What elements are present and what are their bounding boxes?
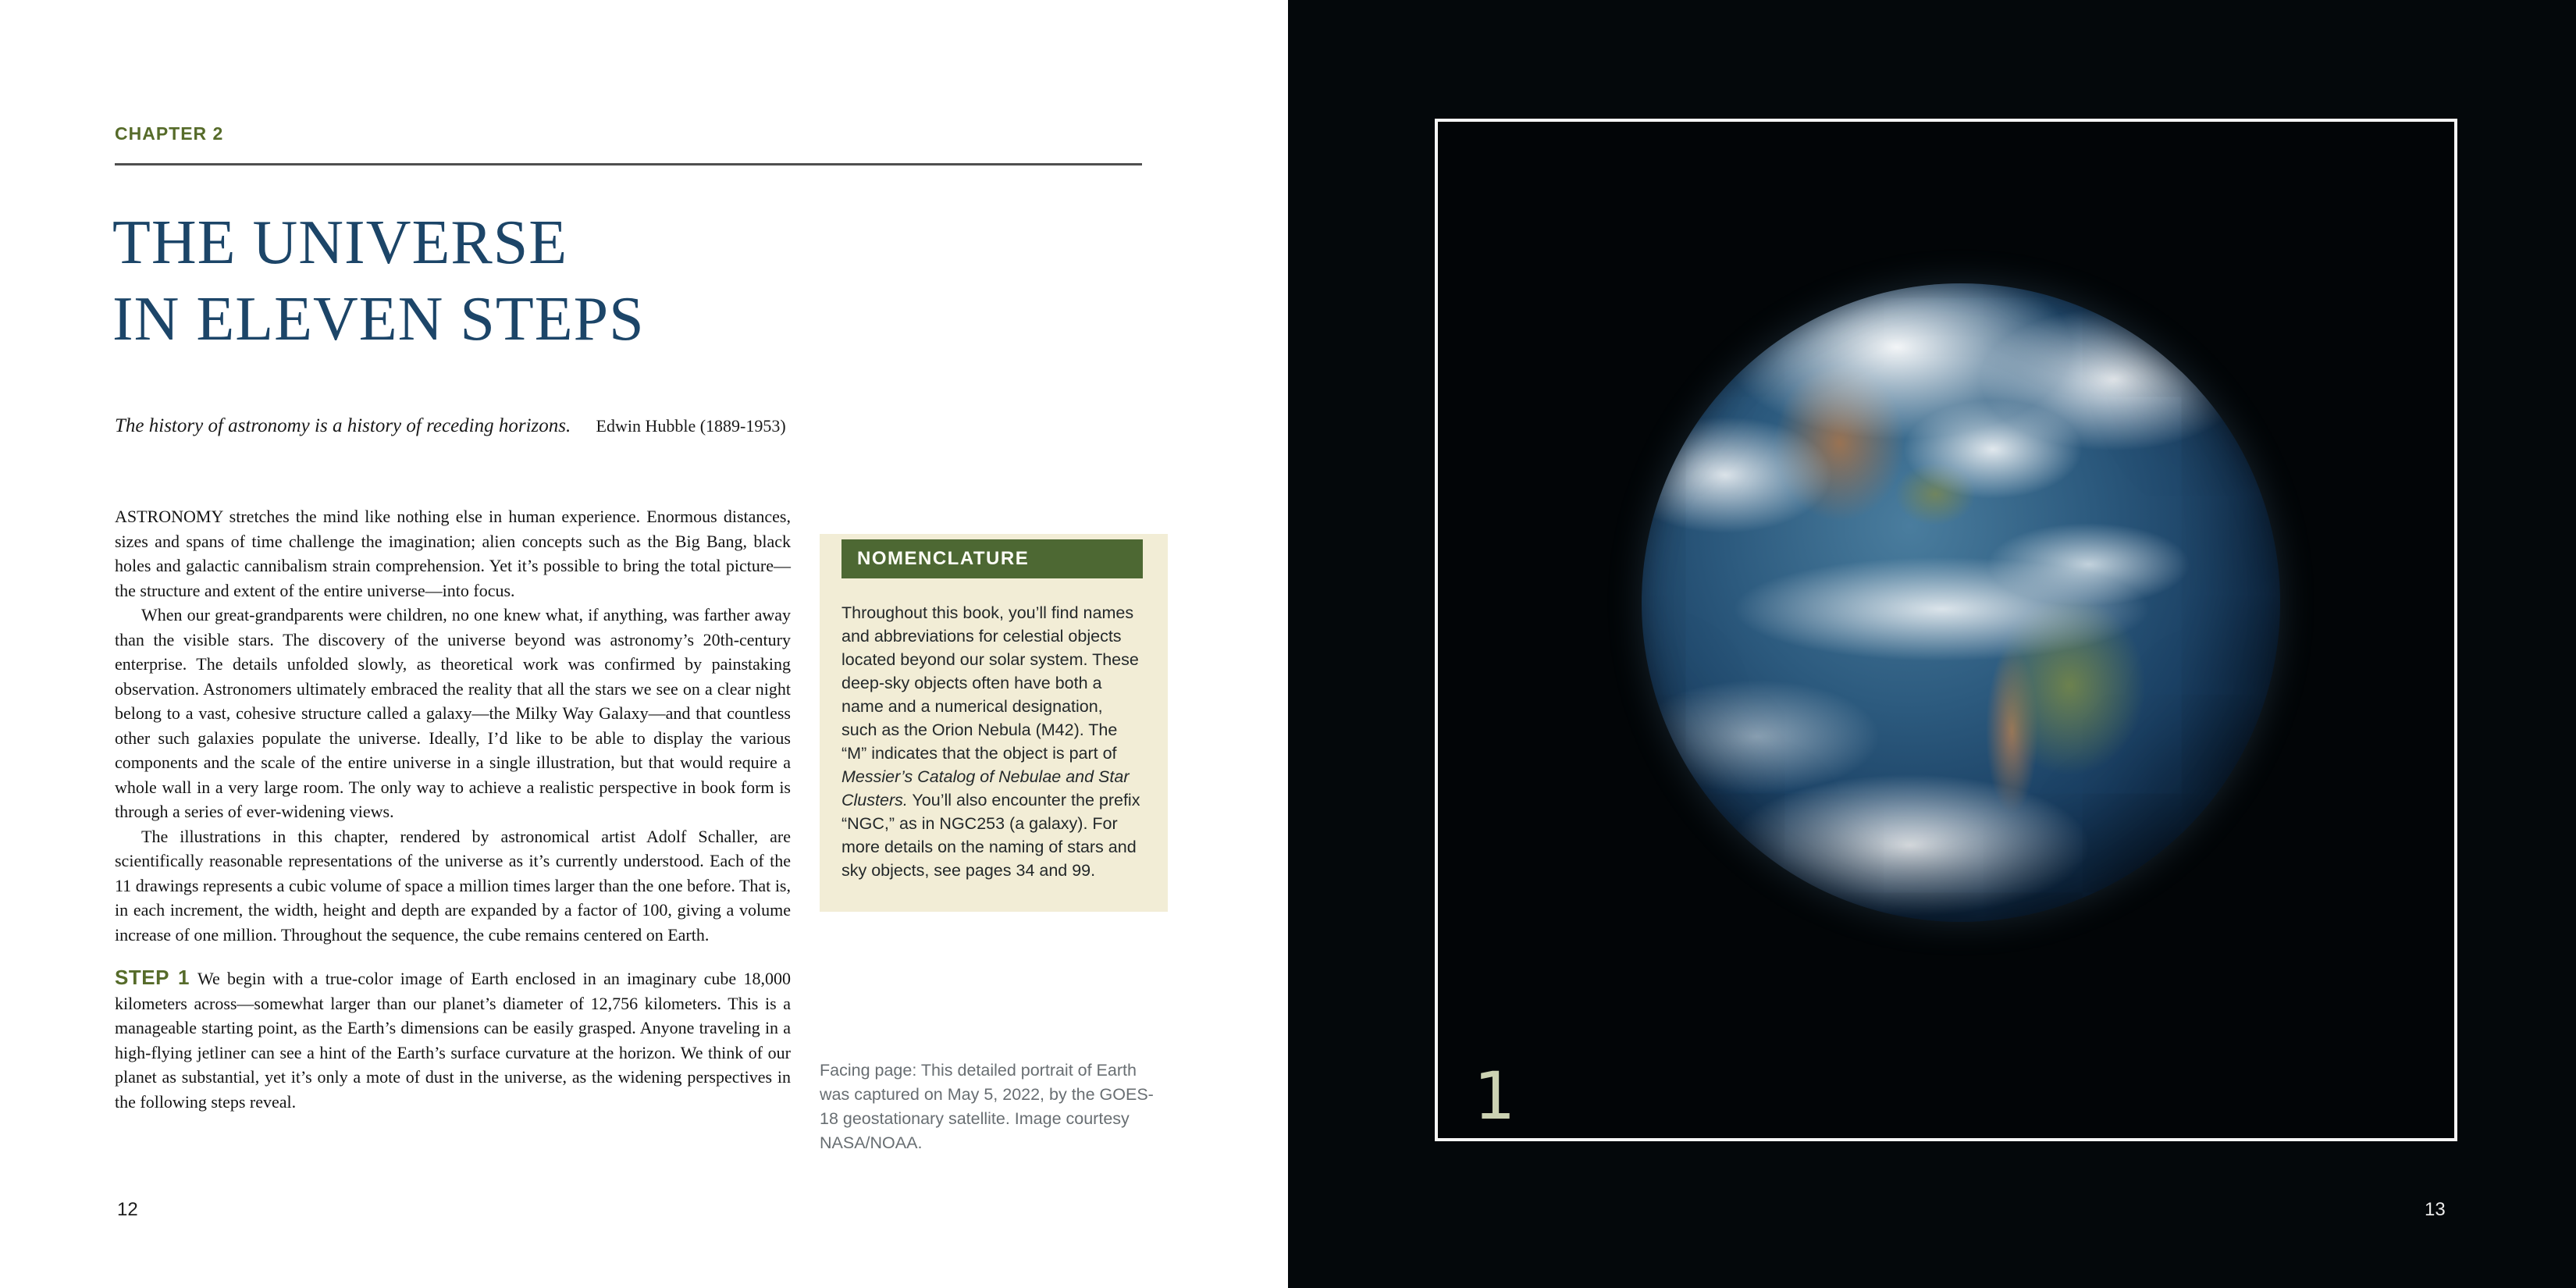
nomenclature-body-italic-segment: Messier’s Catalog of Nebulae and Star Clusters.	[841, 767, 1130, 809]
figure-number: 1	[1474, 1058, 1516, 1134]
nomenclature-body-segment: You’ll also encounter the prefix “NGC,” as in NGC253 (a galaxy). For more details on the naming of stars and sky objects, see pages 34 and 99.	[841, 791, 1140, 880]
epigraph	[115, 415, 786, 437]
figure-frame	[1435, 119, 2457, 1141]
body-paragraph: ASTRONOMY stretches the mind like nothing else in human experience. Enormous distances, sizes and spans of time challenge the imagination; alien concepts such as the Big Bang, black holes and galactic cannibalism strain comprehension. Yet it’s possible to bring the total picture—the structure and extent of the entire universe—into focus.	[115, 507, 791, 600]
body-paragraph: When our great-grandparents were children, no one knew what, if anything, was farther away than the visible stars. The discovery of the universe beyond was astronomy’s 20th-century enterprise. The details unfolded slowly, as theoretical work was confirmed by painstaking observation. Astronomers ultimately embraced the reality that all the stars we see on a clear night belong to a vast, cohesive structure called a galaxy—the Milky Way Galaxy—and that countless other such galaxies populate the universe. Ideally, I’d like to be able to display the various components and the scale of the entire universe in a single illustration, but that would require a whole wall in a very large room. The only way to achieve a realistic perspective in book form is through a series of ever-widening views.	[115, 605, 791, 821]
nomenclature-body-segment: Throughout this book, you’ll find names and abbreviations for celestial objects located beyond our solar system. These deep-sky objects often have both a name and a numerical designation, such as the Orion Nebula (M42). The “M” indicates that the object is part of	[841, 603, 1139, 763]
epigraph-attribution: Edwin Hubble (1889-1953)	[596, 416, 786, 436]
body-paragraph: The illustrations in this chapter, rendered by astronomical artist Adolf Schaller, are scientifically reasonable representations of the universe as it’s currently understood. Each of the 11 drawings represents a cubic volume of space a million times larger than the one before. That is, in each increment, the width, height and depth are expanded by a factor of 100, giving a volume increase of one million. Throughout the sequence, the cube remains centered on Earth.	[115, 826, 791, 945]
page-title-line2: IN ELEVEN STEPS	[112, 285, 645, 354]
right-page	[1288, 0, 2576, 1288]
step-label: STEP 1	[115, 966, 190, 989]
nomenclature-panel	[820, 534, 1168, 912]
epigraph-quote: The history of astronomy is a history of receding horizons.	[115, 415, 571, 436]
step-paragraph	[115, 966, 791, 1114]
chapter-label: CHAPTER 2	[115, 123, 224, 144]
body-text-column	[115, 504, 791, 1114]
nomenclature-body	[841, 601, 1143, 882]
nomenclature-header-bar	[841, 539, 1143, 578]
page-number-right: 13	[2425, 1199, 2446, 1220]
page-title-line1: THE UNIVERSE	[112, 208, 568, 277]
figure-caption: Facing page: This detailed portrait of Earth was captured on May 5, 2022, by the GOES-18 geostationary satellite. Image courtesy NASA/NOAA.	[820, 1061, 1154, 1152]
page-title	[112, 205, 645, 358]
step-text: We begin with a true-color image of Earth enclosed in an imaginary cube 18,000 kilometers across—somewhat larger than our planet’s diameter of 12,756 kilometers. This is a manageable starting point, as the Earth’s dimensions can be easily grasped. Anyone traveling in a high-flying jetliner can see a hint of the Earth’s surface curvature at the horizon. We think of our planet as substantial, yet it’s only a mote of dust in the universe, as the widening perspectives in the following steps reveal.	[115, 969, 791, 1112]
chapter-rule	[115, 163, 1142, 165]
page-number-left: 12	[117, 1199, 138, 1220]
nomenclature-header: NOMENCLATURE	[857, 548, 1030, 569]
earth-photo	[1642, 283, 2280, 922]
